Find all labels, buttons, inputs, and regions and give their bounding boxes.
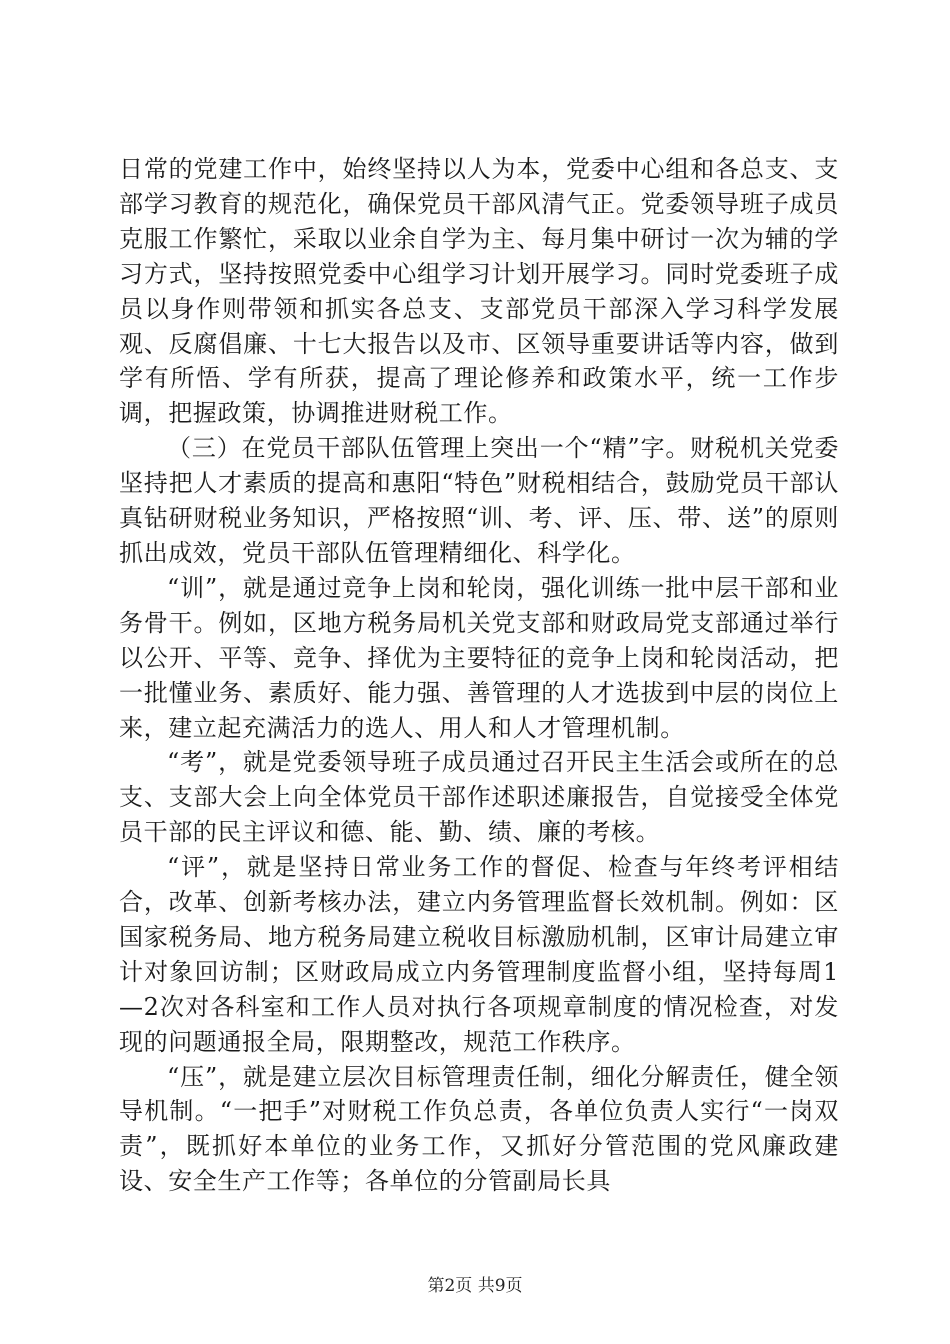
page-footer: 第2页 共9页 xyxy=(427,1276,523,1296)
paragraph-kao: “考”，就是党委领导班子成员通过召开民主生活会或所在的总支、支部大会上向全体党员干部作述职述廉报告，自觉接受全体党员干部的民主评议和德、能、勤、绩、廉的考核。 xyxy=(119,748,839,847)
paragraph-continuation: 日常的党建工作中，始终坚持以人为本，党委中心组和各总支、支部学习教育的规范化，确保党员干部风清气正。党委领导班子成员克服工作繁忙，采取以业余自学为主、每月集中研讨一次为辅的学习方式，坚持按照党委中心组学习计划开展学习。同时党委班子成员以身作则带领和抓实各总支、支部党员干部深入学习科学发展观、反腐倡廉、十七大报告以及市、区领导重要讲话等内容，做到学有所悟、学有所获，提高了理论修养和政策水平，统一工作步调，把握政策，协调推进财税工作。 xyxy=(119,155,839,428)
paragraph-ping: “评”，就是坚持日常业务工作的督促、检查与年终考评相结合，改革、创新考核办法，建立内务管理监督长效机制。例如：区国家税务局、地方税务局建立税收目标激励机制，区审计局建立审计对象回访制；区财政局成立内务管理制度监督小组，坚持每周1—2次对各科室和工作人员对执行各项规章制度的情况检查，对发现的问题通报全局，限期整改，规范工作秩序。 xyxy=(119,853,839,1056)
paragraph-section-three: （三）在党员干部队伍管理上突出一个“精”字。财税机关党委坚持把人才素质的提高和惠阳“特色”财税相结合，鼓励党员干部认真钻研财税业务知识，严格按照“训、考、评、压、带、送”的原则抓出成效，党员干部队伍管理精细化、科学化。 xyxy=(119,434,839,567)
paragraph-ya: “压”，就是建立层次目标管理责任制，细化分解责任，健全领导机制。“一把手”对财税工作负总责，各单位负责人实行“一岗双责”，既抓好本单位的业务工作，又抓好分管范围的党风廉政建设、安全生产工作等；各单位的分管副局长具 xyxy=(119,1062,839,1196)
paragraph-xun: “训”，就是通过竞争上岗和轮岗，强化训练一批中层干部和业务骨干。例如，区地方税务局机关党支部和财政局党支部通过举行以公开、平等、竞争、择优为主要特征的竞争上岗和轮岗活动，把一批懂业务、素质好、能力强、善管理的人才选拔到中层的岗位上来，建立起充满活力的选人、用人和人才管理机制。 xyxy=(119,573,839,742)
document-body xyxy=(119,152,839,1199)
